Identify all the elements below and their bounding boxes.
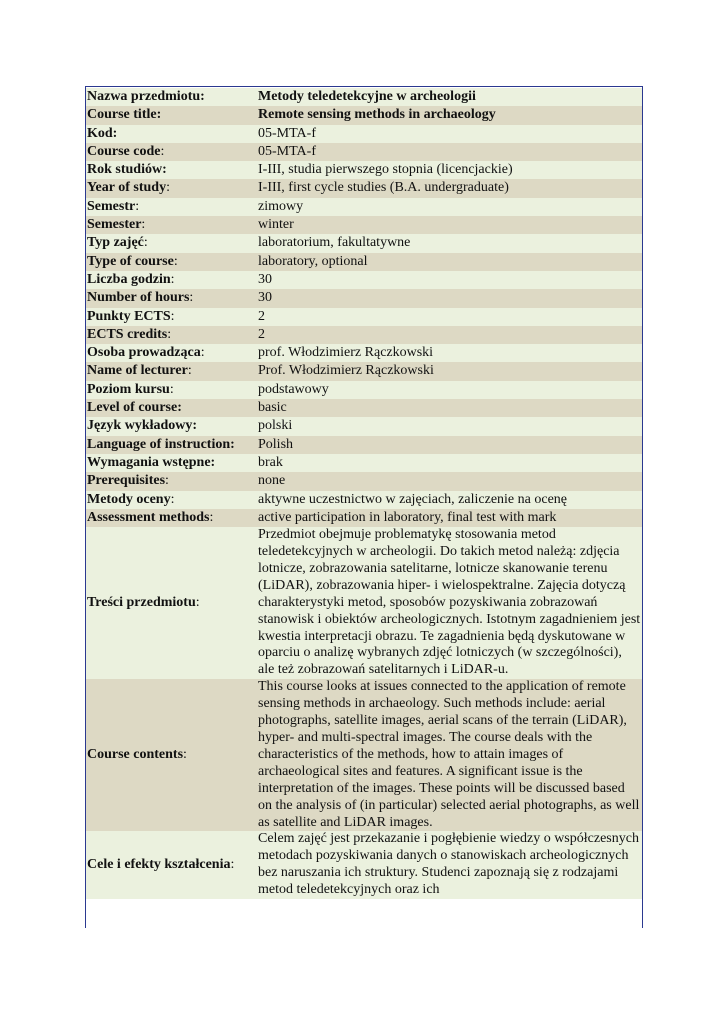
table-row	[86, 234, 642, 252]
field-label-suffix: :	[169, 381, 174, 397]
table-row	[86, 509, 642, 527]
field-label-bold: Treści przedmiotu	[87, 595, 196, 611]
field-value: Metody teledetekcyjne w archeologii	[258, 89, 476, 104]
table-row	[86, 362, 642, 380]
field-label-bold: Name of lecturer	[87, 363, 188, 379]
field-label	[86, 253, 257, 271]
field-value: Przedmiot obejmuje problematykę stosowania metod teledetekcyjnych w archeologii. Do takich metod należą: zdjęcia lotnicze, zobrazowania satelitarne, lotnicze skanowanie terenu (LiDAR), zobrazowania hiper- i wielospektralne. Zajęcia dotyczą charakterystyki metod, sposobów pozyskiwania zobrazowań stanowisk i obiektów archeologicznych. Istotnym zagadnieniem jest kwestia interpretacji obrazu. Te zagadnienia będą dyskutowane w oparciu o analizę wybranych zdjęć lotniczych (w szczególności), ale też zobrazowań satelitarnych i LiDAR-u.	[258, 527, 641, 678]
field-value: 2	[258, 308, 265, 324]
field-label	[86, 308, 257, 326]
table-row	[86, 326, 642, 344]
field-label-bold: Typ zajęć	[87, 235, 144, 251]
table-row	[86, 216, 642, 234]
table-row	[86, 198, 642, 216]
field-label-suffix: :	[195, 595, 200, 611]
table-row	[86, 88, 642, 106]
field-value: 30	[258, 271, 272, 287]
table-row	[86, 161, 642, 179]
field-value: Celem zajęć jest przekazanie i pogłębienie wiedzy o współczesnych metodach pozyskiwania danych o stanowiskach archeologicznych bez naruszania ich struktury. Studenci zapoznają się z rodzajami metod teledetekcyjnych oraz ich	[258, 831, 639, 898]
table-row	[86, 253, 642, 271]
field-label-suffix: :	[170, 271, 175, 287]
field-value: podstawowy	[258, 381, 329, 397]
field-value: Prof. Włodzimierz Rączkowski	[258, 363, 434, 379]
table-row	[86, 399, 642, 417]
field-value: Remote sensing methods in archaeology	[258, 107, 496, 123]
field-value: none	[258, 473, 286, 489]
field-value: winter	[258, 217, 294, 233]
table-row	[86, 179, 642, 197]
field-label-bold: Course code	[87, 143, 161, 159]
field-label-bold: Prerequisites	[87, 473, 166, 489]
field-value: 2	[258, 326, 265, 342]
field-label	[86, 106, 257, 124]
field-label-bold: Semester	[87, 217, 142, 233]
table-row	[86, 472, 642, 490]
field-label	[86, 679, 257, 831]
long-table-row	[86, 679, 642, 831]
field-label-bold: Punkty ECTS	[87, 308, 171, 324]
field-label	[86, 326, 257, 344]
field-label	[86, 143, 257, 161]
field-label-bold: Semestr	[87, 198, 136, 214]
field-value: 30	[258, 290, 272, 306]
field-label	[86, 161, 257, 179]
long-table-row	[86, 527, 642, 679]
course-info-table	[85, 86, 643, 928]
field-label-bold: Osoba prowadząca	[87, 345, 201, 361]
field-label-bold: Rok studiów:	[87, 162, 167, 178]
field-label-suffix: :	[209, 509, 214, 525]
field-label-bold: ECTS credits	[87, 326, 168, 342]
field-label	[86, 125, 257, 143]
table-row	[86, 491, 642, 509]
field-value: polski	[258, 418, 293, 434]
long-table-row	[86, 831, 642, 899]
field-value: 05-MTA-f	[258, 125, 316, 141]
field-value: 05-MTA-f	[258, 143, 316, 159]
field-label	[86, 271, 257, 289]
field-label-bold: Assessment methods	[87, 509, 210, 525]
field-label	[86, 234, 257, 252]
field-label-bold: Poziom kursu	[87, 381, 170, 397]
field-value: laboratory, optional	[258, 253, 368, 269]
field-label-bold: Number of hours	[87, 290, 190, 306]
field-label-suffix: :	[200, 345, 205, 361]
long-rows	[86, 527, 642, 899]
field-label-suffix: :	[141, 217, 146, 233]
field-value: zimowy	[258, 198, 304, 214]
short-rows	[86, 88, 642, 527]
field-value: aktywne uczestnictwo w zajęciach, zaliczenie na ocenę	[258, 491, 567, 507]
field-label	[86, 381, 257, 399]
field-label-bold: Metody oceny	[87, 491, 171, 507]
table-row	[86, 308, 642, 326]
field-label-suffix: :	[165, 473, 169, 489]
table-row	[86, 381, 642, 399]
table-row	[86, 125, 642, 143]
field-label-suffix: :	[173, 253, 178, 269]
field-label	[86, 362, 257, 380]
field-label-bold: Nazwa przedmiotu:	[87, 89, 205, 104]
field-label	[86, 509, 257, 527]
field-label	[86, 399, 257, 417]
field-label-suffix: :	[160, 143, 165, 159]
field-label-bold: Type of course	[87, 253, 174, 269]
field-label	[86, 198, 257, 216]
field-value: Polish	[258, 436, 294, 452]
field-label-bold: Language of instruction:	[87, 436, 235, 452]
field-label	[86, 831, 257, 899]
table-row	[86, 417, 642, 435]
field-label-suffix: :	[170, 491, 175, 507]
field-label-suffix: :	[167, 326, 172, 342]
field-label	[86, 417, 257, 435]
field-value: I-III, first cycle studies (B.A. undergraduate)	[258, 180, 509, 196]
field-label	[86, 527, 257, 679]
field-label	[86, 344, 257, 362]
field-value: prof. Włodzimierz Rączkowski	[258, 345, 434, 361]
field-label-bold: Course title:	[87, 107, 162, 123]
field-label-bold: Cele i efekty kształcenia	[87, 857, 231, 873]
table-row	[86, 271, 642, 289]
field-label	[86, 289, 257, 307]
table-row	[86, 106, 642, 124]
table-row	[86, 454, 642, 472]
field-label-suffix: :	[230, 857, 235, 873]
field-label	[86, 491, 257, 509]
field-label	[86, 216, 257, 234]
field-label-suffix: :	[187, 363, 192, 379]
field-label	[86, 472, 257, 490]
table-row	[86, 143, 642, 161]
field-label-suffix: :	[135, 198, 140, 214]
field-label-bold: Level of course:	[87, 400, 182, 416]
field-value: This course looks at issues connected to the application of remote sensing methods in archaeology. Such methods include: aerial photographs, satellite images, aerial scans of the terrain (LiDAR), hyper- and multi-spectral images. The course deals with the characteristics of the methods, how to attain images of archaeological sites and features. A significant issue is the interpretation of the images. These points will be discussed based on the analysis of (in particular) selected aerial photographs, as well as satellite and LiDAR images.	[258, 679, 640, 830]
field-label-suffix: :	[189, 290, 194, 306]
field-label-suffix: :	[143, 235, 148, 251]
field-label	[86, 436, 257, 454]
field-label-bold: Wymagania wstępne:	[87, 454, 216, 470]
field-value: brak	[258, 454, 283, 470]
field-value: active participation in laboratory, final test with mark	[258, 509, 557, 525]
table-row	[86, 344, 642, 362]
field-label-bold: Course contents	[87, 747, 184, 763]
field-value: I-III, studia pierwszego stopnia (licencjackie)	[258, 162, 513, 178]
field-label-bold: Język wykładowy:	[87, 418, 198, 434]
field-value: basic	[258, 400, 287, 416]
field-label-bold: Year of study	[87, 180, 167, 196]
table-row	[86, 436, 642, 454]
field-label-bold: Liczba godzin	[87, 271, 171, 287]
field-label-suffix: :	[183, 747, 187, 763]
table-row	[86, 289, 642, 307]
field-label-suffix: :	[166, 180, 170, 196]
field-label	[86, 88, 257, 106]
field-label-suffix: :	[170, 308, 175, 324]
field-label	[86, 179, 257, 197]
field-label	[86, 454, 257, 472]
field-value: laboratorium, fakultatywne	[258, 235, 411, 251]
field-label-bold: Kod:	[87, 125, 118, 141]
